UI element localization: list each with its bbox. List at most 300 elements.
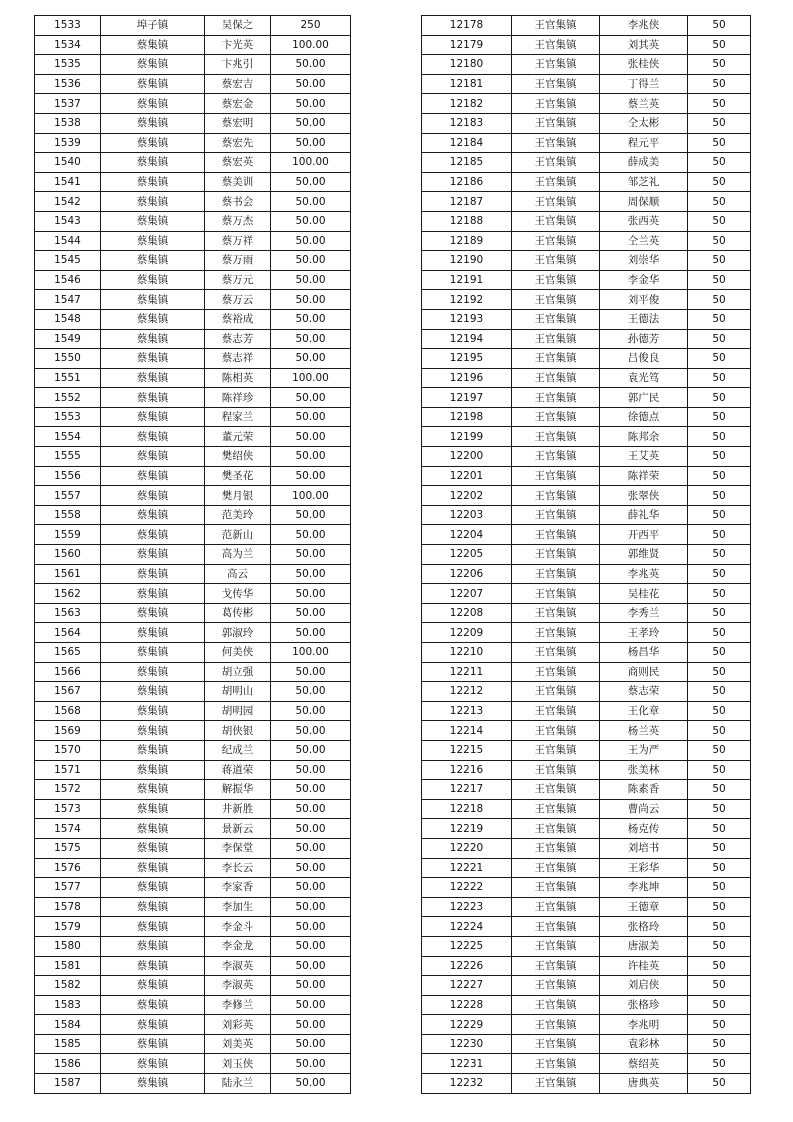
town-cell: 王官集镇 (512, 858, 600, 878)
name-cell: 陈邦余 (600, 427, 688, 447)
table-row (35, 486, 351, 506)
name-cell: 李金龙 (205, 936, 271, 956)
name-cell: 胡立强 (205, 662, 271, 682)
amount-cell: 50 (688, 427, 751, 447)
name-cell: 李保堂 (205, 838, 271, 858)
row-number-cell: 1543 (35, 211, 101, 231)
name-cell: 戈传华 (205, 584, 271, 604)
town-cell: 蔡集镇 (101, 251, 205, 271)
name-cell: 蔡宏先 (205, 133, 271, 153)
town-cell: 蔡集镇 (101, 721, 205, 741)
table-row (35, 1015, 351, 1035)
amount-cell: 50.00 (271, 1054, 351, 1074)
amount-cell: 50.00 (271, 799, 351, 819)
amount-cell: 50 (688, 780, 751, 800)
table-row (422, 564, 751, 584)
town-cell: 蔡集镇 (101, 740, 205, 760)
amount-cell: 50.00 (271, 505, 351, 525)
amount-cell: 50 (688, 192, 751, 212)
amount-cell: 50 (688, 153, 751, 173)
town-cell: 蔡集镇 (101, 133, 205, 153)
name-cell: 薛礼华 (600, 505, 688, 525)
amount-cell: 50 (688, 368, 751, 388)
name-cell: 纪成兰 (205, 740, 271, 760)
amount-cell: 50.00 (271, 1074, 351, 1094)
table-row (422, 740, 751, 760)
name-cell: 樊绍侠 (205, 447, 271, 467)
name-cell: 王孝玲 (600, 623, 688, 643)
table-row (422, 897, 751, 917)
row-number-cell: 12191 (422, 270, 512, 290)
table-row (422, 1015, 751, 1035)
name-cell: 李金斗 (205, 917, 271, 937)
row-number-cell: 1579 (35, 917, 101, 937)
name-cell: 李淑英 (205, 956, 271, 976)
row-number-cell: 1573 (35, 799, 101, 819)
table-row (35, 55, 351, 75)
table-row (35, 584, 351, 604)
amount-cell: 50 (688, 603, 751, 623)
row-number-cell: 12193 (422, 309, 512, 329)
amount-cell: 50 (688, 172, 751, 192)
town-cell: 王官集镇 (512, 838, 600, 858)
town-cell: 蔡集镇 (101, 192, 205, 212)
row-number-cell: 12215 (422, 740, 512, 760)
name-cell: 李秀兰 (600, 603, 688, 623)
table-row (422, 505, 751, 525)
row-number-cell: 12199 (422, 427, 512, 447)
name-cell: 陈素香 (600, 780, 688, 800)
name-cell: 杨兰英 (600, 721, 688, 741)
town-cell: 王官集镇 (512, 486, 600, 506)
amount-cell: 50 (688, 623, 751, 643)
town-cell: 王官集镇 (512, 133, 600, 153)
table-row (422, 525, 751, 545)
table-row (422, 388, 751, 408)
row-number-cell: 12226 (422, 956, 512, 976)
amount-cell: 50 (688, 1054, 751, 1074)
town-cell: 王官集镇 (512, 290, 600, 310)
amount-cell: 50 (688, 976, 751, 996)
amount-cell: 50 (688, 564, 751, 584)
name-cell: 樊月银 (205, 486, 271, 506)
name-cell: 王德章 (600, 897, 688, 917)
name-cell: 胡明山 (205, 682, 271, 702)
name-cell: 仝兰英 (600, 231, 688, 251)
amount-cell: 50 (688, 682, 751, 702)
table-row (35, 643, 351, 663)
table-row (35, 251, 351, 271)
table-row (422, 662, 751, 682)
town-cell: 蔡集镇 (101, 368, 205, 388)
table-row (35, 976, 351, 996)
amount-cell: 50 (688, 486, 751, 506)
amount-cell: 50 (688, 995, 751, 1015)
town-cell: 蔡集镇 (101, 35, 205, 55)
name-cell: 陈相英 (205, 368, 271, 388)
table-row (35, 564, 351, 584)
town-cell: 王官集镇 (512, 976, 600, 996)
name-cell: 徐德点 (600, 407, 688, 427)
row-number-cell: 1587 (35, 1074, 101, 1094)
row-number-cell: 12205 (422, 545, 512, 565)
table-row (422, 780, 751, 800)
town-cell: 王官集镇 (512, 74, 600, 94)
row-number-cell: 1554 (35, 427, 101, 447)
town-cell: 蔡集镇 (101, 505, 205, 525)
row-number-cell: 12189 (422, 231, 512, 251)
name-cell: 王为严 (600, 740, 688, 760)
table-row (35, 780, 351, 800)
town-cell: 王官集镇 (512, 682, 600, 702)
town-cell: 蔡集镇 (101, 525, 205, 545)
row-number-cell: 1556 (35, 466, 101, 486)
name-cell: 刘彩英 (205, 1015, 271, 1035)
row-number-cell: 12180 (422, 55, 512, 75)
amount-cell: 50 (688, 329, 751, 349)
row-number-cell: 12227 (422, 976, 512, 996)
table-row (35, 466, 351, 486)
amount-cell: 50.00 (271, 995, 351, 1015)
name-cell: 李家香 (205, 878, 271, 898)
town-cell: 蔡集镇 (101, 780, 205, 800)
town-cell: 王官集镇 (512, 701, 600, 721)
name-cell: 蔡宏英 (205, 153, 271, 173)
amount-cell: 50 (688, 662, 751, 682)
town-cell: 蔡集镇 (101, 486, 205, 506)
amount-cell: 50.00 (271, 545, 351, 565)
town-cell: 王官集镇 (512, 505, 600, 525)
amount-cell: 100.00 (271, 368, 351, 388)
town-cell: 蔡集镇 (101, 113, 205, 133)
table-row (35, 740, 351, 760)
town-cell: 王官集镇 (512, 780, 600, 800)
amount-cell: 50.00 (271, 878, 351, 898)
table-row (35, 799, 351, 819)
name-cell: 高为兰 (205, 545, 271, 565)
amount-cell: 50 (688, 584, 751, 604)
row-number-cell: 1575 (35, 838, 101, 858)
row-number-cell: 1586 (35, 1054, 101, 1074)
row-number-cell: 1580 (35, 936, 101, 956)
table-row (422, 251, 751, 271)
row-number-cell: 12222 (422, 878, 512, 898)
amount-cell: 50 (688, 858, 751, 878)
table-row (422, 545, 751, 565)
table-row (35, 290, 351, 310)
town-cell: 蔡集镇 (101, 447, 205, 467)
amount-cell: 50 (688, 878, 751, 898)
name-cell: 蔡兰英 (600, 94, 688, 114)
table-row (35, 858, 351, 878)
row-number-cell: 12211 (422, 662, 512, 682)
row-number-cell: 1560 (35, 545, 101, 565)
amount-cell: 50 (688, 407, 751, 427)
town-cell: 王官集镇 (512, 936, 600, 956)
table-row (35, 231, 351, 251)
town-cell: 王官集镇 (512, 545, 600, 565)
table-row (35, 878, 351, 898)
town-cell: 蔡集镇 (101, 643, 205, 663)
table-row (35, 662, 351, 682)
town-cell: 蔡集镇 (101, 407, 205, 427)
name-cell: 蔡万元 (205, 270, 271, 290)
row-number-cell: 12194 (422, 329, 512, 349)
row-number-cell: 1551 (35, 368, 101, 388)
table-row (422, 231, 751, 251)
name-cell: 景新云 (205, 819, 271, 839)
table-row (422, 603, 751, 623)
town-cell: 王官集镇 (512, 721, 600, 741)
row-number-cell: 1542 (35, 192, 101, 212)
name-cell: 王彩华 (600, 858, 688, 878)
amount-cell: 50 (688, 211, 751, 231)
town-cell: 王官集镇 (512, 55, 600, 75)
row-number-cell: 12195 (422, 349, 512, 369)
row-number-cell: 1539 (35, 133, 101, 153)
table-row (422, 153, 751, 173)
table-row (35, 505, 351, 525)
name-cell: 孙德芳 (600, 329, 688, 349)
town-cell: 蔡集镇 (101, 564, 205, 584)
row-number-cell: 1548 (35, 309, 101, 329)
table-row (422, 290, 751, 310)
table-row (422, 682, 751, 702)
name-cell: 何美侠 (205, 643, 271, 663)
amount-cell: 50.00 (271, 721, 351, 741)
table-row (422, 192, 751, 212)
row-number-cell: 12183 (422, 113, 512, 133)
amount-cell: 100.00 (271, 486, 351, 506)
town-cell: 王官集镇 (512, 917, 600, 937)
town-cell: 王官集镇 (512, 466, 600, 486)
name-cell: 李加生 (205, 897, 271, 917)
amount-cell: 50.00 (271, 1034, 351, 1054)
right-data-table (421, 15, 751, 1094)
row-number-cell: 1546 (35, 270, 101, 290)
left-table-body (35, 16, 351, 1094)
row-number-cell: 12213 (422, 701, 512, 721)
name-cell: 仝太彬 (600, 113, 688, 133)
town-cell: 王官集镇 (512, 995, 600, 1015)
town-cell: 蔡集镇 (101, 466, 205, 486)
row-number-cell: 12228 (422, 995, 512, 1015)
amount-cell: 50 (688, 113, 751, 133)
table-row (422, 819, 751, 839)
amount-cell: 100.00 (271, 35, 351, 55)
town-cell: 王官集镇 (512, 407, 600, 427)
town-cell: 王官集镇 (512, 584, 600, 604)
town-cell: 蔡集镇 (101, 290, 205, 310)
town-cell: 蔡集镇 (101, 623, 205, 643)
town-cell: 王官集镇 (512, 388, 600, 408)
town-cell: 蔡集镇 (101, 858, 205, 878)
table-row (422, 368, 751, 388)
town-cell: 王官集镇 (512, 172, 600, 192)
table-row (422, 35, 751, 55)
row-number-cell: 1585 (35, 1034, 101, 1054)
town-cell: 蔡集镇 (101, 819, 205, 839)
town-cell: 王官集镇 (512, 309, 600, 329)
name-cell: 丁得兰 (600, 74, 688, 94)
row-number-cell: 1544 (35, 231, 101, 251)
amount-cell: 50.00 (271, 1015, 351, 1035)
row-number-cell: 1578 (35, 897, 101, 917)
amount-cell: 50.00 (271, 251, 351, 271)
row-number-cell: 12182 (422, 94, 512, 114)
name-cell: 张西英 (600, 211, 688, 231)
row-number-cell: 12190 (422, 251, 512, 271)
amount-cell: 50.00 (271, 701, 351, 721)
amount-cell: 50.00 (271, 172, 351, 192)
name-cell: 陆永兰 (205, 1074, 271, 1094)
table-row (422, 349, 751, 369)
table-row (422, 858, 751, 878)
name-cell: 蔡绍英 (600, 1054, 688, 1074)
row-number-cell: 1567 (35, 682, 101, 702)
town-cell: 蔡集镇 (101, 153, 205, 173)
name-cell: 蔡书会 (205, 192, 271, 212)
table-row (35, 545, 351, 565)
name-cell: 张格珍 (600, 995, 688, 1015)
name-cell: 胡明园 (205, 701, 271, 721)
table-row (35, 94, 351, 114)
amount-cell: 50.00 (271, 388, 351, 408)
amount-cell: 50.00 (271, 525, 351, 545)
name-cell: 樊圣花 (205, 466, 271, 486)
table-row (35, 407, 351, 427)
name-cell: 周保顺 (600, 192, 688, 212)
name-cell: 邹芝礼 (600, 172, 688, 192)
town-cell: 蔡集镇 (101, 427, 205, 447)
name-cell: 唐淑美 (600, 936, 688, 956)
table-row (422, 917, 751, 937)
row-number-cell: 12206 (422, 564, 512, 584)
row-number-cell: 12220 (422, 838, 512, 858)
row-number-cell: 12225 (422, 936, 512, 956)
table-row (35, 35, 351, 55)
name-cell: 刘其英 (600, 35, 688, 55)
amount-cell: 50.00 (271, 427, 351, 447)
name-cell: 刘美英 (205, 1034, 271, 1054)
name-cell: 解振华 (205, 780, 271, 800)
row-number-cell: 1574 (35, 819, 101, 839)
name-cell: 刘玉侠 (205, 1054, 271, 1074)
table-row (35, 113, 351, 133)
table-row (35, 133, 351, 153)
table-row (422, 407, 751, 427)
row-number-cell: 1565 (35, 643, 101, 663)
name-cell: 唐典英 (600, 1074, 688, 1094)
amount-cell: 50 (688, 545, 751, 565)
town-cell: 王官集镇 (512, 760, 600, 780)
row-number-cell: 12229 (422, 1015, 512, 1035)
table-row (35, 956, 351, 976)
name-cell: 刘启侠 (600, 976, 688, 996)
name-cell: 蔡万雨 (205, 251, 271, 271)
row-number-cell: 1540 (35, 153, 101, 173)
amount-cell: 50 (688, 466, 751, 486)
table-row (422, 55, 751, 75)
town-cell: 蔡集镇 (101, 172, 205, 192)
table-row (422, 133, 751, 153)
amount-cell: 50.00 (271, 74, 351, 94)
town-cell: 蔡集镇 (101, 309, 205, 329)
row-number-cell: 1547 (35, 290, 101, 310)
amount-cell: 50.00 (271, 192, 351, 212)
amount-cell: 50 (688, 740, 751, 760)
name-cell: 蔡宏金 (205, 94, 271, 114)
name-cell: 李兆明 (600, 1015, 688, 1035)
row-number-cell: 12186 (422, 172, 512, 192)
amount-cell: 50.00 (271, 976, 351, 996)
name-cell: 张美林 (600, 760, 688, 780)
table-row (422, 1034, 751, 1054)
amount-cell: 50.00 (271, 133, 351, 153)
amount-cell: 50.00 (271, 897, 351, 917)
table-row (422, 113, 751, 133)
name-cell: 吴保之 (205, 16, 271, 36)
table-row (422, 701, 751, 721)
town-cell: 王官集镇 (512, 1034, 600, 1054)
amount-cell: 50 (688, 55, 751, 75)
table-row (35, 329, 351, 349)
table-row (35, 897, 351, 917)
amount-cell: 50.00 (271, 956, 351, 976)
name-cell: 蔡志芳 (205, 329, 271, 349)
table-row (422, 643, 751, 663)
amount-cell: 50.00 (271, 113, 351, 133)
row-number-cell: 1581 (35, 956, 101, 976)
table-row (422, 329, 751, 349)
row-number-cell: 1582 (35, 976, 101, 996)
row-number-cell: 12218 (422, 799, 512, 819)
amount-cell: 50 (688, 721, 751, 741)
town-cell: 蔡集镇 (101, 897, 205, 917)
row-number-cell: 1562 (35, 584, 101, 604)
table-row (422, 309, 751, 329)
row-number-cell: 12212 (422, 682, 512, 702)
name-cell: 卞兆引 (205, 55, 271, 75)
town-cell: 王官集镇 (512, 1015, 600, 1035)
table-row (35, 682, 351, 702)
row-number-cell: 12197 (422, 388, 512, 408)
town-cell: 王官集镇 (512, 1074, 600, 1094)
amount-cell: 50 (688, 309, 751, 329)
town-cell: 蔡集镇 (101, 270, 205, 290)
town-cell: 蔡集镇 (101, 1054, 205, 1074)
amount-cell: 100.00 (271, 153, 351, 173)
row-number-cell: 1561 (35, 564, 101, 584)
name-cell: 蔡宏吉 (205, 74, 271, 94)
amount-cell: 50 (688, 1074, 751, 1094)
table-row (422, 584, 751, 604)
town-cell: 蔡集镇 (101, 917, 205, 937)
amount-cell: 50 (688, 505, 751, 525)
table-row (422, 1074, 751, 1094)
amount-cell: 50 (688, 133, 751, 153)
town-cell: 蔡集镇 (101, 976, 205, 996)
town-cell: 蔡集镇 (101, 956, 205, 976)
amount-cell: 50.00 (271, 211, 351, 231)
table-row (35, 427, 351, 447)
name-cell: 葛传彬 (205, 603, 271, 623)
table-row (35, 701, 351, 721)
row-number-cell: 1550 (35, 349, 101, 369)
amount-cell: 50.00 (271, 270, 351, 290)
amount-cell: 50.00 (271, 407, 351, 427)
name-cell: 袁彩林 (600, 1034, 688, 1054)
